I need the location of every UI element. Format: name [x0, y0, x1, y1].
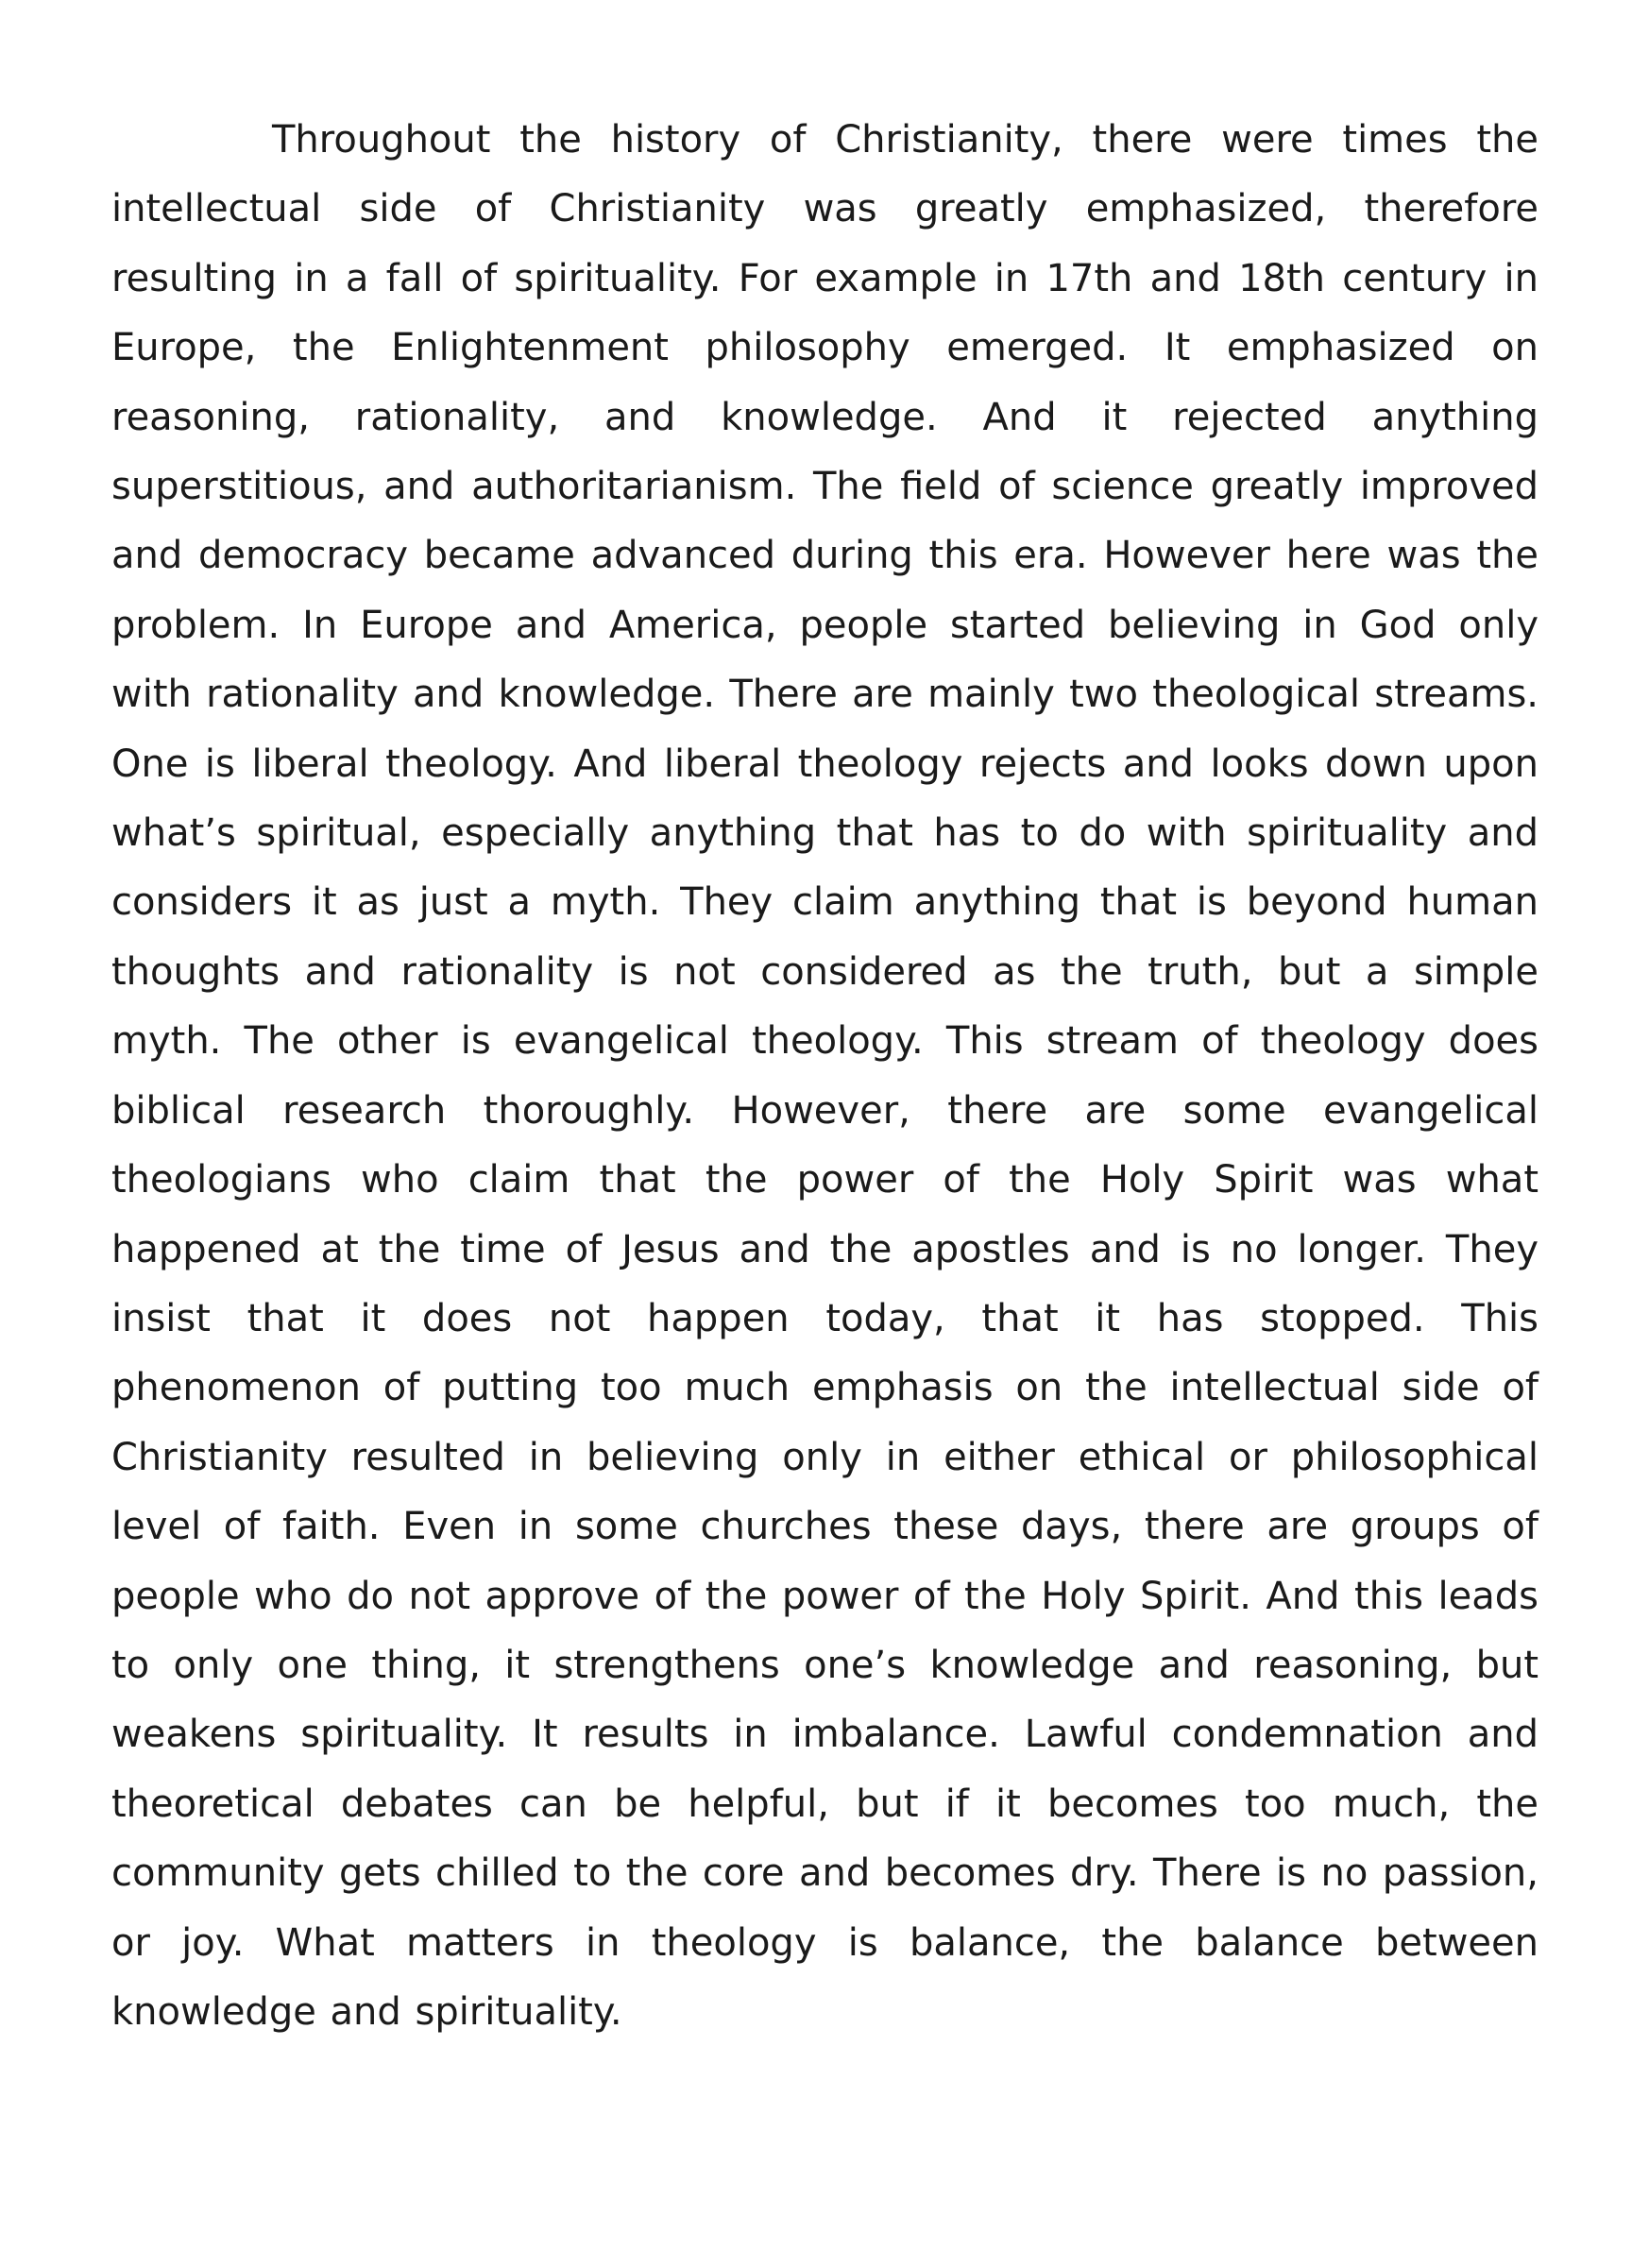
body-paragraph: Throughout the history of Christianity, there were times the intellectual side of Christianity was greatly emphasized, therefore resulting in a fall of spirituality. For example in 17th and 18th century in Europe, the Enlightenment philosophy emerged. It emphasized on reasoning, rationality, and knowledge. And it rejected anything superstitious, and authoritarianism. The field of science greatly improved and democracy became advanced during this era. However here was the problem. In Europe and America, people started believing in God only with rationality and knowledge. There are mainly two theological streams. One is liberal theology. And liberal theology rejects and looks down upon what’s spiritual, especially anything that has to do with spirituality and considers it as just a myth. They claim anything that is beyond human thoughts and rationality is not considered as the truth, but a simple myth. The other is evangelical theology. This stream of theology does biblical research thoroughly. However, there are some evangelical theologians who claim that the power of the Holy Spirit was what happened at the time of Jesus and the apostles and is no longer. They insist that it does not happen today, that it has stopped. This phenomenon of putting too much emphasis on the intellectual side of Christianity resulted in believing only in either ethical or philosophical level of faith. Even in some churches these days, there are groups of people who do not approve of the power of the Holy Spirit. And this leads to only one thing, it strengthens one’s knowledge and reasoning, but weakens spirituality. It results in imbalance. Lawful condemnation and theoretical debates can be helpful, but if it becomes too much, the community gets chilled to the core and becomes dry. There is no passion, or joy. What matters in theology is balance, the balance between knowledge and spirituality.	[111, 118, 1538, 2034]
